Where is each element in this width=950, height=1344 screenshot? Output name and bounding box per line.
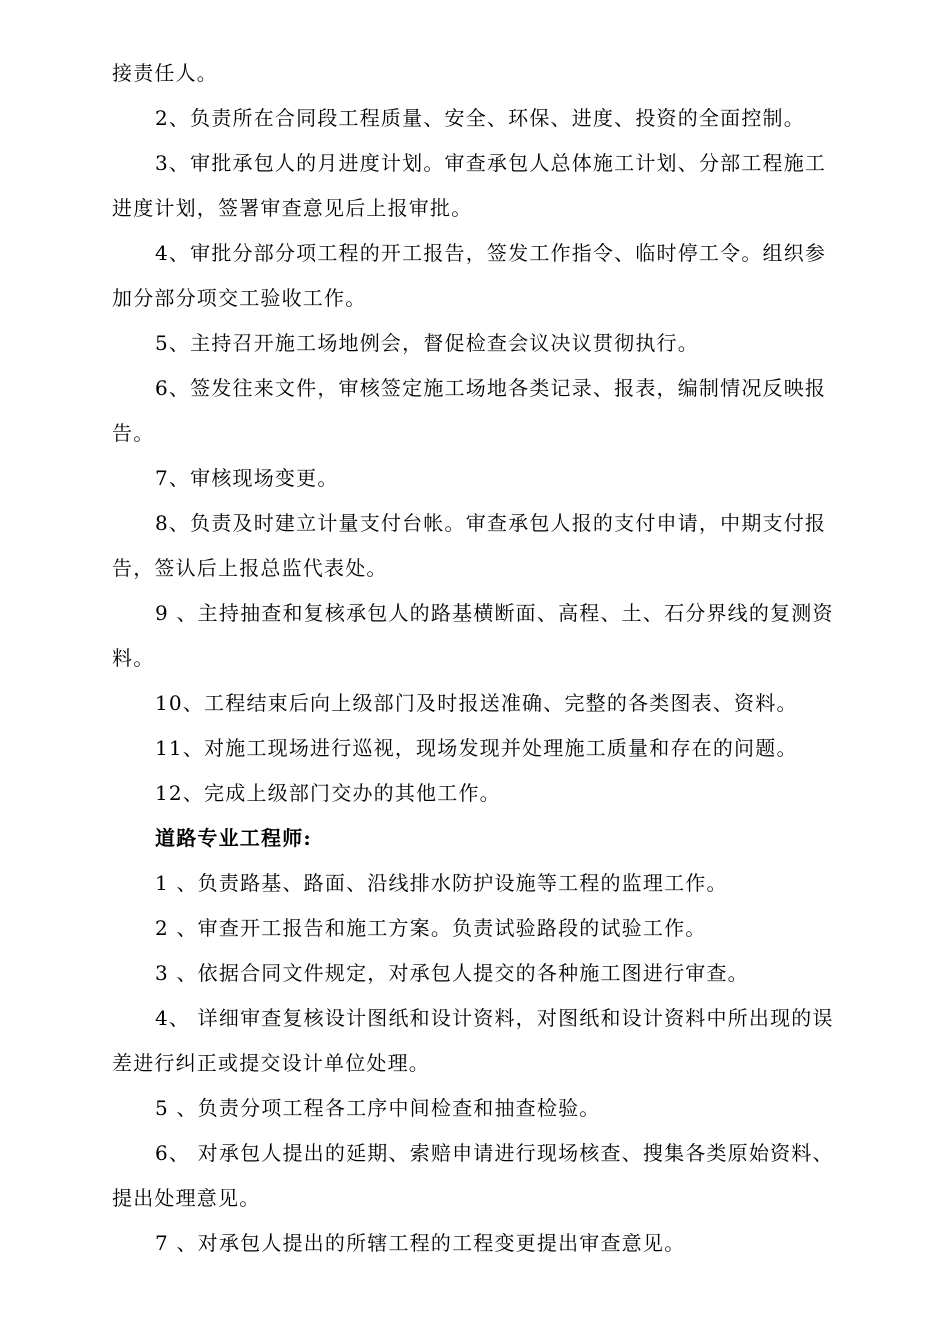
text-line-7: 5、主持召开施工场地例会，督促检查会议决议贯彻执行。 <box>155 331 699 355</box>
text-line-17: 12、完成上级部门交办的其他工作。 <box>155 781 501 805</box>
text-line-25: 6、 对承包人提出的延期、索赔申请进行现场核查、搜集各类原始资料、 <box>155 1141 834 1165</box>
text-line-3: 3、审批承包人的月进度计划。审查承包人总体施工计划、分部工程施工 <box>155 151 827 175</box>
text-line-6: 加分部分项交工验收工作。 <box>112 286 367 310</box>
text-line-5: 4、审批分部分项工程的开工报告，签发工作指令、临时停工令。组织参 <box>155 241 827 265</box>
text-line-26: 提出处理意见。 <box>112 1186 261 1210</box>
text-line-1: 接责任人。 <box>112 61 218 85</box>
text-line-21: 3 、依据合同文件规定，对承包人提交的各种施工图进行审查。 <box>155 961 749 985</box>
text-line-15: 10、工程结束后向上级部门及时报送准确、完整的各类图表、资料。 <box>155 691 798 715</box>
text-line-19: 1 、负责路基、路面、沿线排水防护设施等工程的监理工作。 <box>155 871 728 895</box>
text-line-11: 8、负责及时建立计量支付台帐。审查承包人报的支付申请，中期支付报 <box>155 511 827 535</box>
text-line-12: 告，签认后上报总监代表处。 <box>112 556 388 580</box>
text-line-16: 11、对施工现场进行巡视，现场发现并处理施工质量和存在的问题。 <box>155 736 798 760</box>
text-line-2: 2、负责所在合同段工程质量、安全、环保、进度、投资的全面控制。 <box>155 106 805 130</box>
text-line-8: 6、签发往来文件，审核签定施工场地各类记录、报表，编制情况反映报 <box>155 376 827 400</box>
text-line-4: 进度计划，签署审查意见后上报审批。 <box>112 196 473 220</box>
text-line-24: 5 、负责分项工程各工序中间检查和抽查检验。 <box>155 1096 601 1120</box>
section-heading: 道路专业工程师: <box>155 826 312 850</box>
text-line-10: 7、审核现场变更。 <box>155 466 339 490</box>
text-line-23: 差进行纠正或提交设计单位处理。 <box>112 1051 430 1075</box>
text-line-22: 4、 详细审查复核设计图纸和设计资料，对图纸和设计资料中所出现的误 <box>155 1006 834 1030</box>
text-line-27: 7 、对承包人提出的所辖工程的工程变更提出审查意见。 <box>155 1231 686 1255</box>
text-line-9: 告。 <box>112 421 155 445</box>
text-line-20: 2 、审查开工报告和施工方案。负责试验路段的试验工作。 <box>155 916 707 940</box>
text-line-13: 9 、主持抽查和复核承包人的路基横断面、高程、土、石分界线的复测资 <box>155 601 834 625</box>
text-line-14: 料。 <box>112 646 155 670</box>
